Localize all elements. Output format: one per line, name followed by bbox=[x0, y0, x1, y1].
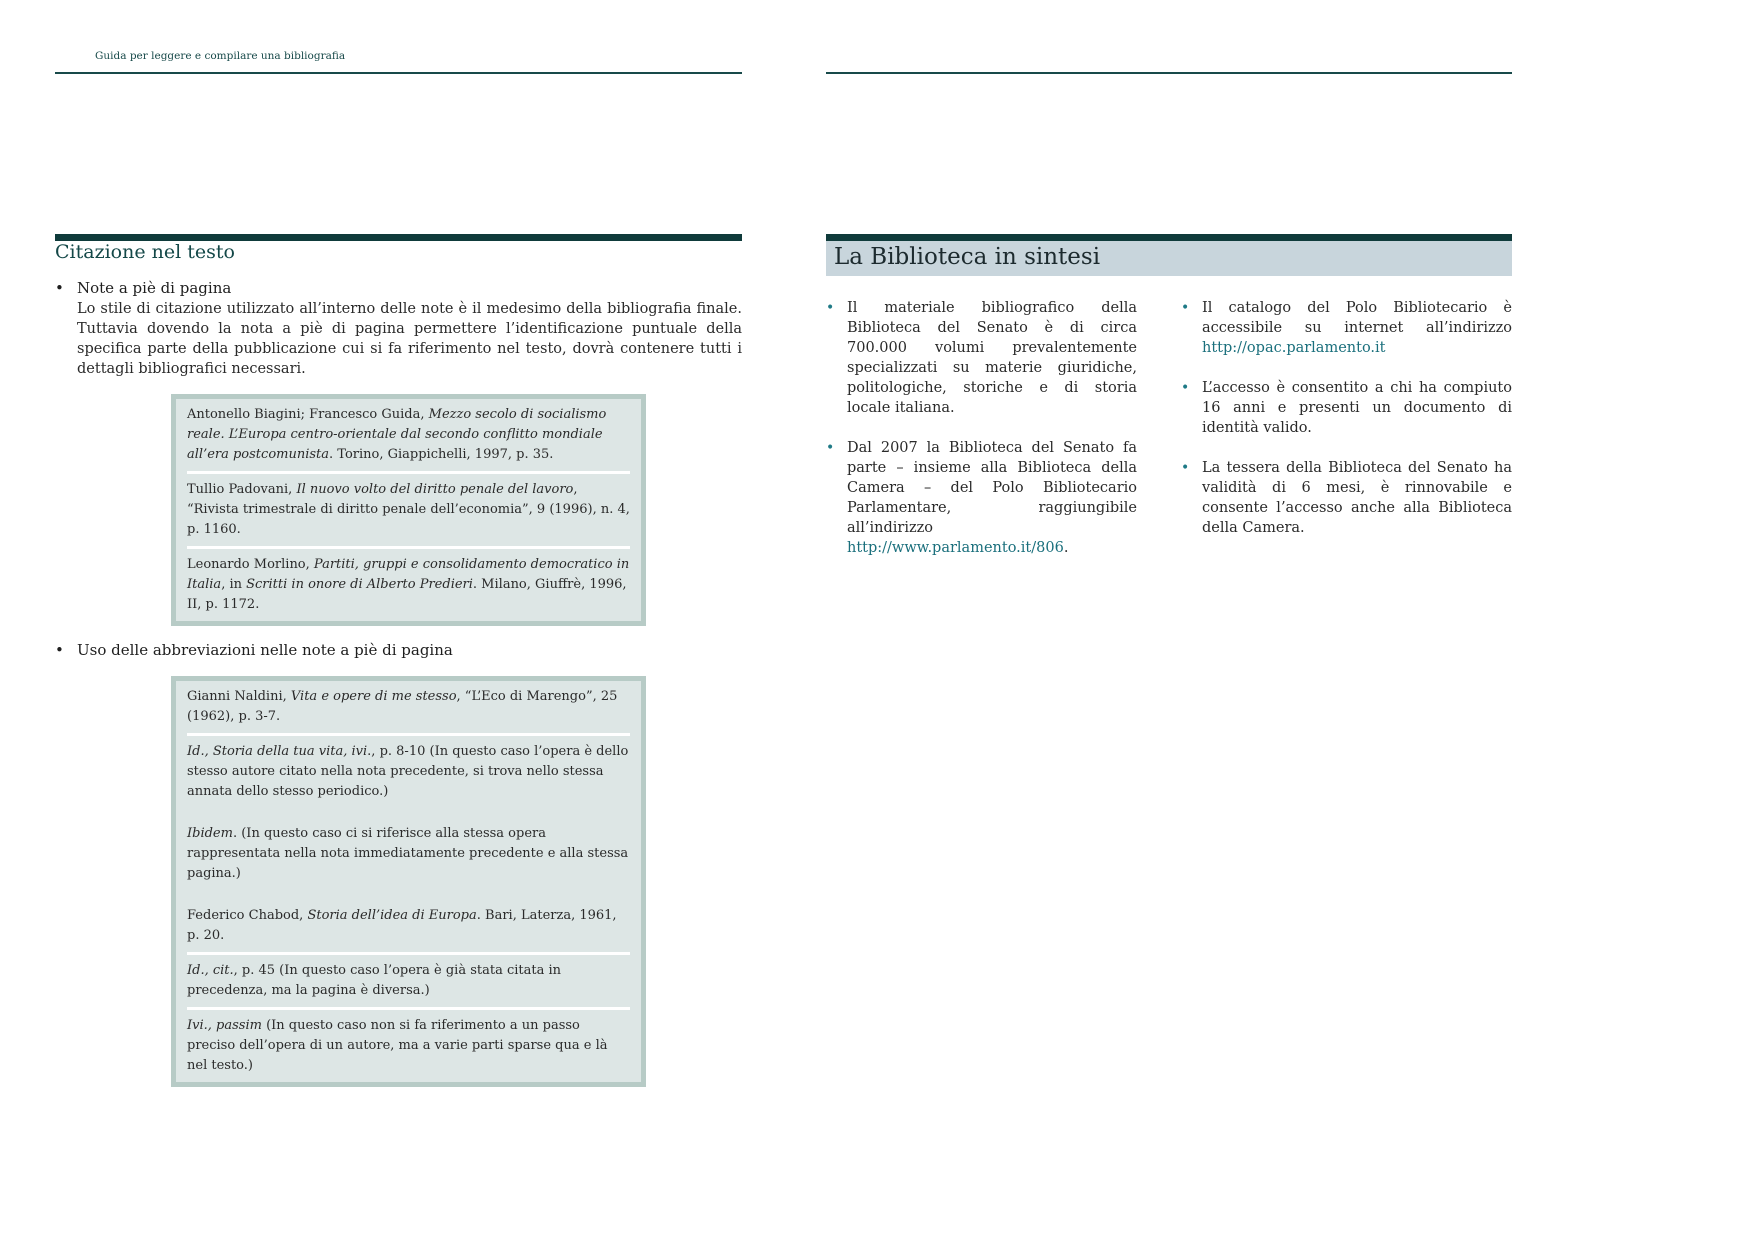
bullet-dot: • bbox=[826, 300, 835, 316]
section-bar-left bbox=[55, 234, 742, 241]
bullet-note-label: Note a piè di pagina bbox=[77, 279, 232, 297]
citation-entry: Id., cit., p. 45 (In questo caso l’opera è già stata citata in precedenza, ma la pagina è diversa.) bbox=[187, 963, 562, 998]
bullet-dot: • bbox=[826, 440, 835, 456]
entry-gap bbox=[187, 890, 630, 906]
section-title-biblioteca: La Biblioteca in sintesi bbox=[834, 244, 1101, 270]
summary-column-1 bbox=[826, 298, 1137, 578]
section-title-band bbox=[826, 241, 1512, 276]
running-header-title: Guida per leggere e compilare una bibliografia bbox=[95, 50, 346, 62]
parlamento-806-link[interactable]: http://www.parlamento.it/806 bbox=[847, 540, 1064, 556]
section-title-citazione: Citazione nel testo bbox=[55, 241, 235, 263]
bullet-dot: • bbox=[1181, 460, 1190, 476]
citation-examples-box bbox=[171, 394, 646, 626]
bullet-dot: • bbox=[1181, 380, 1190, 396]
citation-entry: Tullio Padovani, Il nuovo volto del diritto penale del lavoro, “Rivista trimestrale di diritto penale dell’economia”, 9 (1996), n. 4, p. 1160. bbox=[187, 482, 630, 537]
bullet-abbreviazioni-heading bbox=[55, 641, 453, 659]
summary-item: • L’accesso è consentito a chi ha compiuto 16 anni e presenti un documento di identità valido. bbox=[1181, 380, 1512, 436]
bullet-dot: • bbox=[55, 279, 64, 297]
citation-entry: Ibidem. (In questo caso ci si riferisce alla stessa opera rappresentata nella nota immediatamente precedente e alla stessa pagina.) bbox=[187, 826, 629, 881]
citation-entry: Antonello Biagini; Francesco Guida, Mezzo secolo di socialismo reale. L’Europa centro-orientale dal secondo conflitto mondiale all’era postcomunista. Torino, Giappichelli, 1997, p. 35. bbox=[187, 407, 607, 462]
citation-entry: Ivi., passim (In questo caso non si fa riferimento a un passo preciso dell’opera di un autore, ma a varie parti sparse qua e là nel testo.) bbox=[187, 1018, 608, 1073]
citation-entry: Federico Chabod, Storia dell’idea di Europa. Bari, Laterza, 1961, p. 20. bbox=[187, 908, 617, 943]
citation-entry: Gianni Naldini, Vita e opere di me stesso, “L’Eco di Marengo”, 25 (1962), p. 3-7. bbox=[187, 689, 618, 724]
summary-item: • Il catalogo del Polo Bibliotecario è accessibile su internet all’indirizzo http://opac.parlamento.it bbox=[1181, 300, 1512, 356]
citation-entry: Leonardo Morlino, Partiti, gruppi e consolidamento democratico in Italia, in Scritti in onore di Alberto Predieri. Milano, Giuffrè, 1996, II, p. 1172. bbox=[187, 557, 630, 612]
opac-parlamento-link[interactable]: http://opac.parlamento.it bbox=[1202, 340, 1386, 356]
entry-gap bbox=[187, 808, 630, 824]
header-rule-left bbox=[55, 72, 742, 74]
summary-item: • La tessera della Biblioteca del Senato ha validità di 6 mesi, è rinnovabile e consente l’accesso anche alla Biblioteca della Camera. bbox=[1181, 460, 1512, 536]
bullet-dot: • bbox=[55, 641, 64, 659]
summary-column-2 bbox=[1181, 298, 1512, 558]
summary-item: • Il materiale bibliografico della Biblioteca del Senato è di circa 700.000 volumi prevalentemente specializzati su materie giuridiche, politologiche, storiche e di storia locale italiana. bbox=[826, 300, 1137, 416]
bullet-abbreviazioni-label: Uso delle abbreviazioni nelle note a piè di pagina bbox=[77, 641, 453, 659]
abbreviation-examples-box bbox=[171, 676, 646, 1087]
bullet-dot: • bbox=[1181, 300, 1190, 316]
bullet-note-heading bbox=[55, 279, 231, 297]
section-bar-right bbox=[826, 234, 1512, 241]
note-body-paragraph: Lo stile di citazione utilizzato all’interno delle note è il medesimo della bibliografia finale. Tuttavia dovendo la nota a piè di pagina permettere l’identificazione puntuale della specifica parte della pubblicazione cui si fa riferimento nel testo, dovrà contenere tutti i dettagli bibliografici necessari. bbox=[77, 301, 742, 377]
header-rule-right bbox=[826, 72, 1512, 74]
citation-entry: Id., Storia della tua vita, ivi., p. 8-10 (In questo caso l’opera è dello stesso autore citato nella nota precedente, si trova nello stessa annata dello stesso periodico.) bbox=[187, 744, 629, 799]
summary-item: • Dal 2007 la Biblioteca del Senato fa parte – insieme alla Biblioteca della Camera – del Polo Bibliotecario Parlamentare, raggiungibile all’indirizzo http://www.parlamento.it/806. bbox=[826, 440, 1137, 556]
